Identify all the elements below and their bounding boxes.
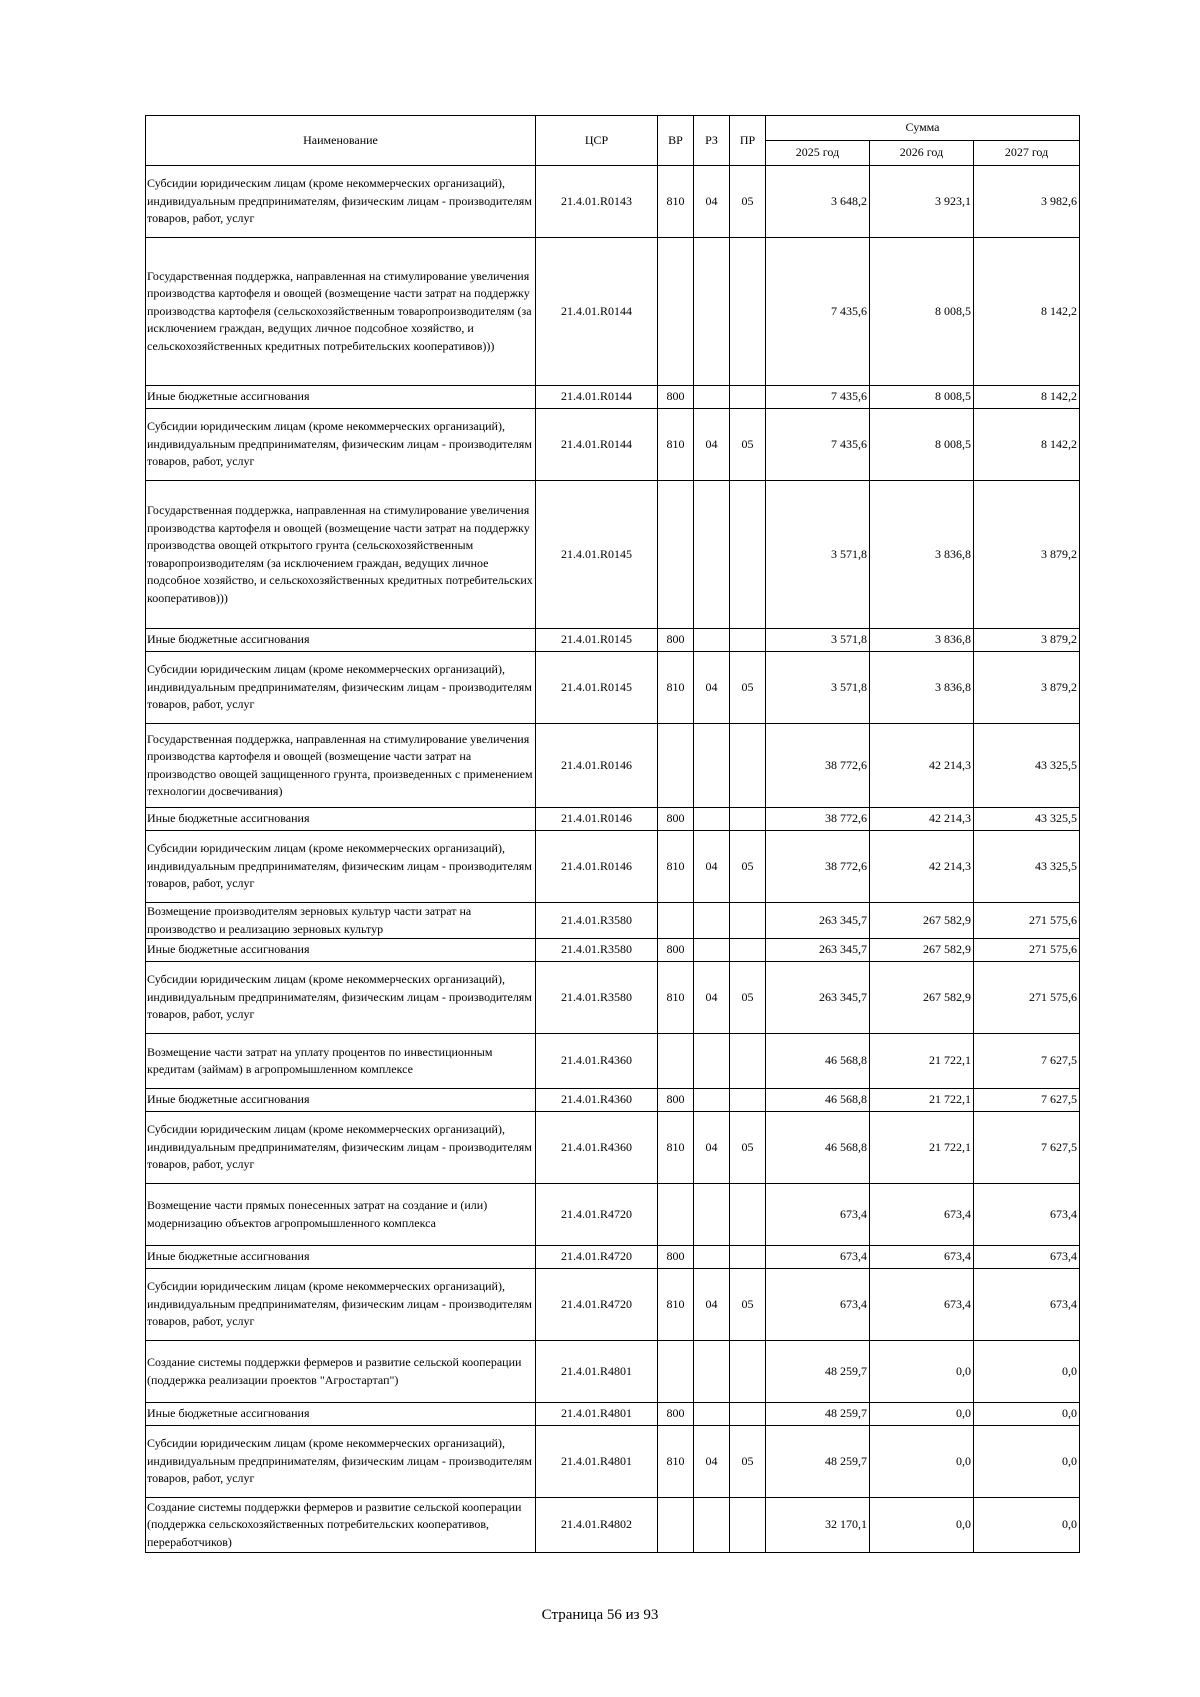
cell-pr: 05	[730, 962, 766, 1034]
cell-pr	[730, 939, 766, 962]
cell-rz	[694, 1246, 730, 1269]
table-row	[146, 1184, 1080, 1246]
cell-rz	[694, 939, 730, 962]
cell-amount-2026: 267 582,9	[870, 962, 974, 1034]
cell-csr: 21.4.01.R3580	[536, 903, 658, 939]
table-row	[146, 903, 1080, 939]
cell-csr: 21.4.01.R0146	[536, 724, 658, 808]
cell-amount-2025: 46 568,8	[766, 1089, 870, 1112]
cell-amount-2025: 46 568,8	[766, 1112, 870, 1184]
cell-rz: 04	[694, 409, 730, 481]
cell-csr: 21.4.01.R0145	[536, 481, 658, 629]
cell-name: Субсидии юридическим лицам (кроме некоммерческих организаций), индивидуальным предпринимателям, физическим лицам - производителям товаров, работ, услуг	[146, 1112, 536, 1184]
header-csr: ЦСР	[536, 116, 658, 166]
table-row	[146, 1498, 1080, 1553]
cell-pr	[730, 1246, 766, 1269]
cell-csr: 21.4.01.R0144	[536, 238, 658, 386]
cell-name: Государственная поддержка, направленная на стимулирование увеличения производства картофеля и овощей (возмещение части затрат на производство овощей защищенного грунта, произведенных с применением технологии досвечивания)	[146, 724, 536, 808]
cell-rz	[694, 808, 730, 831]
cell-amount-2025: 263 345,7	[766, 903, 870, 939]
cell-pr	[730, 724, 766, 808]
cell-rz: 04	[694, 1426, 730, 1498]
cell-pr: 05	[730, 1426, 766, 1498]
header-vr: ВР	[658, 116, 694, 166]
cell-amount-2026: 3 923,1	[870, 166, 974, 238]
page-number: Страница 56 из 93	[541, 1607, 659, 1623]
cell-csr: 21.4.01.R4801	[536, 1426, 658, 1498]
table-row	[146, 1269, 1080, 1341]
cell-name: Субсидии юридическим лицам (кроме некоммерческих организаций), индивидуальным предпринимателям, физическим лицам - производителям товаров, работ, услуг	[146, 166, 536, 238]
cell-amount-2027: 0,0	[974, 1426, 1080, 1498]
cell-amount-2027: 271 575,6	[974, 939, 1080, 962]
cell-rz: 04	[694, 652, 730, 724]
cell-vr: 800	[658, 1403, 694, 1426]
cell-rz: 04	[694, 166, 730, 238]
cell-vr	[658, 1184, 694, 1246]
cell-pr	[730, 1498, 766, 1553]
cell-vr: 800	[658, 808, 694, 831]
table-row	[146, 808, 1080, 831]
cell-vr: 810	[658, 831, 694, 903]
cell-name: Создание системы поддержки фермеров и развитие сельской кооперации (поддержка сельскохозяйственных потребительских кооперативов, переработчиков)	[146, 1498, 536, 1553]
table-row	[146, 409, 1080, 481]
cell-amount-2027: 43 325,5	[974, 808, 1080, 831]
header-year-2027: 2027 год	[974, 141, 1080, 166]
table-row	[146, 1341, 1080, 1403]
cell-amount-2027: 673,4	[974, 1184, 1080, 1246]
cell-csr: 21.4.01.R4360	[536, 1112, 658, 1184]
cell-amount-2025: 7 435,6	[766, 386, 870, 409]
cell-pr	[730, 808, 766, 831]
cell-amount-2027: 271 575,6	[974, 962, 1080, 1034]
cell-csr: 21.4.01.R0146	[536, 831, 658, 903]
table-row	[146, 166, 1080, 238]
cell-csr: 21.4.01.R4801	[536, 1341, 658, 1403]
cell-rz	[694, 238, 730, 386]
cell-amount-2026: 8 008,5	[870, 386, 974, 409]
cell-amount-2026: 8 008,5	[870, 409, 974, 481]
cell-amount-2025: 48 259,7	[766, 1426, 870, 1498]
cell-amount-2026: 673,4	[870, 1246, 974, 1269]
cell-name: Субсидии юридическим лицам (кроме некоммерческих организаций), индивидуальным предпринимателям, физическим лицам - производителям товаров, работ, услуг	[146, 962, 536, 1034]
cell-amount-2026: 0,0	[870, 1498, 974, 1553]
cell-csr: 21.4.01.R0144	[536, 409, 658, 481]
table-header	[146, 116, 1080, 166]
cell-name: Иные бюджетные ассигнования	[146, 1403, 536, 1426]
cell-amount-2026: 0,0	[870, 1341, 974, 1403]
cell-vr: 810	[658, 652, 694, 724]
cell-rz	[694, 1341, 730, 1403]
cell-amount-2026: 8 008,5	[870, 238, 974, 386]
cell-amount-2026: 673,4	[870, 1184, 974, 1246]
cell-vr: 810	[658, 409, 694, 481]
table-row	[146, 962, 1080, 1034]
header-sum: Сумма	[766, 116, 1080, 141]
cell-amount-2025: 673,4	[766, 1269, 870, 1341]
budget-table	[145, 115, 1080, 1553]
cell-rz: 04	[694, 1269, 730, 1341]
table-row	[146, 1089, 1080, 1112]
cell-pr	[730, 903, 766, 939]
cell-amount-2027: 7 627,5	[974, 1112, 1080, 1184]
cell-amount-2025: 38 772,6	[766, 831, 870, 903]
cell-pr	[730, 1034, 766, 1089]
cell-amount-2027: 7 627,5	[974, 1089, 1080, 1112]
cell-amount-2027: 43 325,5	[974, 831, 1080, 903]
cell-amount-2025: 263 345,7	[766, 939, 870, 962]
cell-name: Субсидии юридическим лицам (кроме некоммерческих организаций), индивидуальным предпринимателям, физическим лицам - производителям товаров, работ, услуг	[146, 1426, 536, 1498]
table-body	[146, 166, 1080, 1553]
cell-amount-2025: 673,4	[766, 1246, 870, 1269]
cell-pr	[730, 629, 766, 652]
table-row	[146, 1246, 1080, 1269]
cell-amount-2025: 3 571,8	[766, 629, 870, 652]
cell-csr: 21.4.01.R4360	[536, 1034, 658, 1089]
cell-name: Создание системы поддержки фермеров и развитие сельской кооперации (поддержка реализации проектов "Агростартап")	[146, 1341, 536, 1403]
cell-amount-2027: 8 142,2	[974, 238, 1080, 386]
cell-vr	[658, 1341, 694, 1403]
cell-csr: 21.4.01.R4720	[536, 1184, 658, 1246]
cell-vr: 800	[658, 629, 694, 652]
cell-pr	[730, 1341, 766, 1403]
cell-csr: 21.4.01.R0144	[536, 386, 658, 409]
cell-amount-2026: 21 722,1	[870, 1089, 974, 1112]
cell-csr: 21.4.01.R0145	[536, 629, 658, 652]
cell-amount-2025: 3 571,8	[766, 481, 870, 629]
cell-csr: 21.4.01.R3580	[536, 962, 658, 1034]
cell-rz: 04	[694, 831, 730, 903]
cell-pr: 05	[730, 1112, 766, 1184]
cell-pr	[730, 1403, 766, 1426]
cell-amount-2026: 3 836,8	[870, 481, 974, 629]
cell-name: Иные бюджетные ассигнования	[146, 939, 536, 962]
cell-amount-2026: 21 722,1	[870, 1112, 974, 1184]
header-rz: РЗ	[694, 116, 730, 166]
cell-amount-2026: 0,0	[870, 1403, 974, 1426]
cell-amount-2026: 673,4	[870, 1269, 974, 1341]
cell-rz	[694, 629, 730, 652]
cell-amount-2027: 8 142,2	[974, 386, 1080, 409]
cell-csr: 21.4.01.R0145	[536, 652, 658, 724]
header-name: Наименование	[146, 116, 536, 166]
cell-amount-2027: 0,0	[974, 1498, 1080, 1553]
cell-amount-2025: 673,4	[766, 1184, 870, 1246]
cell-amount-2026: 267 582,9	[870, 939, 974, 962]
cell-amount-2027: 0,0	[974, 1403, 1080, 1426]
header-year-2026: 2026 год	[870, 141, 974, 166]
table-row	[146, 1403, 1080, 1426]
cell-amount-2027: 271 575,6	[974, 903, 1080, 939]
cell-vr: 800	[658, 1089, 694, 1112]
table-row	[146, 831, 1080, 903]
cell-csr: 21.4.01.R4801	[536, 1403, 658, 1426]
cell-vr	[658, 903, 694, 939]
cell-vr: 810	[658, 962, 694, 1034]
cell-amount-2027: 0,0	[974, 1341, 1080, 1403]
cell-pr: 05	[730, 166, 766, 238]
cell-name: Возмещение части затрат на уплату процентов по инвестиционным кредитам (займам) в агропромышленном комплексе	[146, 1034, 536, 1089]
table-row	[146, 238, 1080, 386]
cell-vr	[658, 238, 694, 386]
table-row	[146, 724, 1080, 808]
cell-vr: 800	[658, 1246, 694, 1269]
cell-rz	[694, 724, 730, 808]
cell-rz	[694, 1498, 730, 1553]
cell-amount-2025: 32 170,1	[766, 1498, 870, 1553]
cell-csr: 21.4.01.R4802	[536, 1498, 658, 1553]
cell-pr	[730, 386, 766, 409]
table-row	[146, 629, 1080, 652]
cell-vr	[658, 1498, 694, 1553]
cell-amount-2027: 7 627,5	[974, 1034, 1080, 1089]
table-row	[146, 1034, 1080, 1089]
cell-amount-2025: 7 435,6	[766, 409, 870, 481]
cell-amount-2025: 48 259,7	[766, 1403, 870, 1426]
cell-amount-2027: 8 142,2	[974, 409, 1080, 481]
table-row	[146, 1426, 1080, 1498]
cell-rz	[694, 481, 730, 629]
cell-name: Субсидии юридическим лицам (кроме некоммерческих организаций), индивидуальным предпринимателям, физическим лицам - производителям товаров, работ, услуг	[146, 831, 536, 903]
cell-amount-2026: 42 214,3	[870, 808, 974, 831]
cell-name: Иные бюджетные ассигнования	[146, 629, 536, 652]
cell-name: Субсидии юридическим лицам (кроме некоммерческих организаций), индивидуальным предпринимателям, физическим лицам - производителям товаров, работ, услуг	[146, 652, 536, 724]
cell-name: Иные бюджетные ассигнования	[146, 808, 536, 831]
cell-csr: 21.4.01.R0146	[536, 808, 658, 831]
cell-amount-2025: 3 571,8	[766, 652, 870, 724]
cell-amount-2027: 3 879,2	[974, 652, 1080, 724]
cell-pr: 05	[730, 652, 766, 724]
cell-pr: 05	[730, 409, 766, 481]
cell-amount-2025: 46 568,8	[766, 1034, 870, 1089]
cell-amount-2025: 48 259,7	[766, 1341, 870, 1403]
cell-rz: 04	[694, 1112, 730, 1184]
cell-amount-2027: 673,4	[974, 1246, 1080, 1269]
cell-pr: 05	[730, 1269, 766, 1341]
cell-amount-2026: 21 722,1	[870, 1034, 974, 1089]
cell-name: Иные бюджетные ассигнования	[146, 1246, 536, 1269]
cell-amount-2025: 263 345,7	[766, 962, 870, 1034]
cell-vr: 810	[658, 1269, 694, 1341]
cell-vr: 810	[658, 166, 694, 238]
cell-pr	[730, 481, 766, 629]
cell-name: Иные бюджетные ассигнования	[146, 1089, 536, 1112]
cell-amount-2027: 673,4	[974, 1269, 1080, 1341]
cell-rz	[694, 1403, 730, 1426]
cell-amount-2025: 38 772,6	[766, 724, 870, 808]
cell-amount-2027: 43 325,5	[974, 724, 1080, 808]
cell-amount-2027: 3 982,6	[974, 166, 1080, 238]
cell-rz	[694, 386, 730, 409]
cell-name: Субсидии юридическим лицам (кроме некоммерческих организаций), индивидуальным предпринимателям, физическим лицам - производителям товаров, работ, услуг	[146, 1269, 536, 1341]
cell-name: Государственная поддержка, направленная на стимулирование увеличения производства картофеля и овощей (возмещение части затрат на поддержку производства картофеля (сельскохозяйственным товаропроизводителям (за исключением граждан, ведущих личное подсобное хозяйство, и сельскохозяйственных кредитных потребительских кооперативов)))	[146, 238, 536, 386]
cell-name: Иные бюджетные ассигнования	[146, 386, 536, 409]
cell-rz	[694, 1184, 730, 1246]
cell-csr: 21.4.01.R4360	[536, 1089, 658, 1112]
cell-vr: 810	[658, 1426, 694, 1498]
cell-amount-2026: 267 582,9	[870, 903, 974, 939]
cell-rz	[694, 1034, 730, 1089]
header-year-2025: 2025 год	[766, 141, 870, 166]
cell-amount-2025: 7 435,6	[766, 238, 870, 386]
cell-amount-2026: 0,0	[870, 1426, 974, 1498]
cell-csr: 21.4.01.R3580	[536, 939, 658, 962]
header-pr: ПР	[730, 116, 766, 166]
cell-csr: 21.4.01.R4720	[536, 1246, 658, 1269]
table-row	[146, 386, 1080, 409]
cell-vr	[658, 1034, 694, 1089]
cell-amount-2026: 42 214,3	[870, 831, 974, 903]
cell-pr	[730, 1184, 766, 1246]
cell-pr	[730, 1089, 766, 1112]
cell-rz	[694, 903, 730, 939]
cell-name: Возмещение части прямых понесенных затрат на создание и (или) модернизацию объектов агропромышленного комплекса	[146, 1184, 536, 1246]
cell-vr	[658, 724, 694, 808]
cell-amount-2025: 3 648,2	[766, 166, 870, 238]
cell-amount-2027: 3 879,2	[974, 629, 1080, 652]
cell-pr	[730, 238, 766, 386]
cell-amount-2027: 3 879,2	[974, 481, 1080, 629]
table-row	[146, 1112, 1080, 1184]
cell-name: Субсидии юридическим лицам (кроме некоммерческих организаций), индивидуальным предпринимателям, физическим лицам - производителям товаров, работ, услуг	[146, 409, 536, 481]
table-row	[146, 652, 1080, 724]
table-row	[146, 481, 1080, 629]
cell-vr: 800	[658, 386, 694, 409]
cell-pr: 05	[730, 831, 766, 903]
cell-amount-2026: 3 836,8	[870, 629, 974, 652]
cell-vr	[658, 481, 694, 629]
cell-amount-2026: 42 214,3	[870, 724, 974, 808]
cell-rz	[694, 1089, 730, 1112]
cell-vr: 800	[658, 939, 694, 962]
cell-vr: 810	[658, 1112, 694, 1184]
table-row	[146, 939, 1080, 962]
cell-amount-2026: 3 836,8	[870, 652, 974, 724]
cell-name: Государственная поддержка, направленная на стимулирование увеличения производства картофеля и овощей (возмещение части затрат на поддержку производства овощей открытого грунта (сельскохозяйственным товаропроизводителям (за исключением граждан, ведущих личное подсобное хозяйство, и сельскохозяйственных кредитных потребительских кооперативов)))	[146, 481, 536, 629]
cell-name: Возмещение производителям зерновых культур части затрат на производство и реализацию зерновых культур	[146, 903, 536, 939]
cell-amount-2025: 38 772,6	[766, 808, 870, 831]
cell-rz: 04	[694, 962, 730, 1034]
cell-csr: 21.4.01.R0143	[536, 166, 658, 238]
cell-csr: 21.4.01.R4720	[536, 1269, 658, 1341]
